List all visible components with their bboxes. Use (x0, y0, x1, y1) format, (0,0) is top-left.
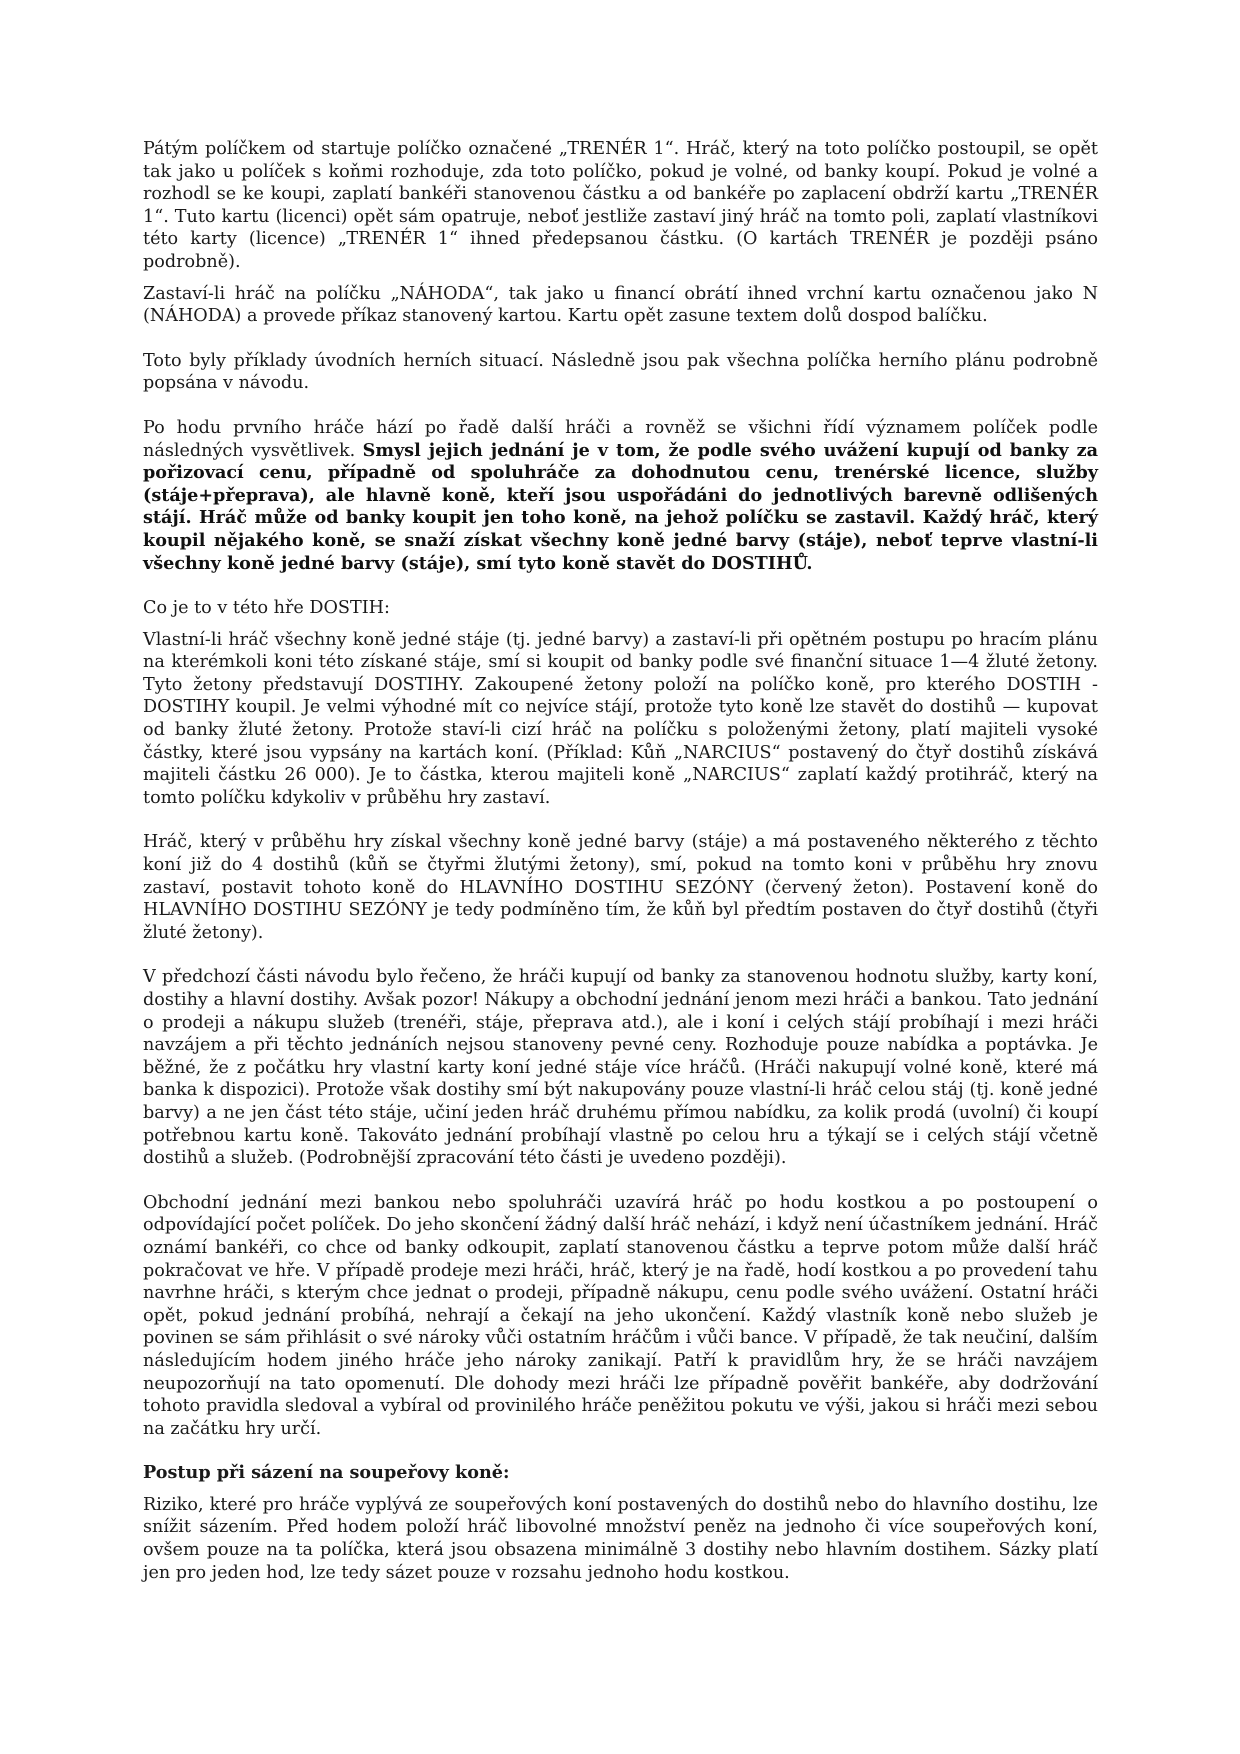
paragraph-trener: Pátým políčkem od startuje políčko označené „TRENÉR 1“. Hráč, který na toto políčko postoupil, se opět tak jako u políček s koňmi rozhoduje, zda toto políčko, pokud je volné, od banky koupí. Pokud je volné a rozhodl se ke koupi, zaplatí bankéři stanovenou částku a od bankéře po zaplacení obdrží kartu „TRENÉR 1“. Tuto kartu (licenci) opět sám opatruje, neboť jestliže zastaví jiný hráč na tomto poli, zaplatí vlastníkovi této karty (licence) „TRENÉR 1“ ihned předepsanou částku. (O kartách TRENÉR je později psáno podrobně). (143, 139, 1098, 272)
paragraph-game-purpose-bold: Smysl jejich jednání je v tom, že podle svého uvážení kupují od banky za pořizovací cenu, případně od spoluhráče za dohodnutou cenu, trenérské licence, služby (stáje+přeprava), ale hlavně koně, kteří jsou uspořádáni do jednotlivých barevně odlišených stájí. Hráč může od banky koupit jen toho koně, na jehož políčku se zastavil. Každý hráč, který koupil nějakého koně, se snaží získat všechny koně jedné barvy (stáje), neboť teprve vlastní-li všechny koně jedné barvy (stáje), smí tyto koně stavět do DOSTIHŮ. (143, 439, 1098, 574)
paragraph-game-purpose-intro: Po hodu prvního hráče hází po řadě další hráči a rovněž se všichni řídí významem políček podle následných vysvětlivek. (143, 417, 1098, 461)
paragraph-nahoda: Zastaví-li hráč na políčku „NÁHODA“, tak jako u financí obrátí ihned vrchní kartu označenou jako N (NÁHODA) a provede příkaz stanovený kartou. Kartu opět zasune textem dolů dospod balíčku. (143, 283, 1098, 327)
paragraph-main-race: Hráč, který v průběhu hry získal všechny koně jedné barvy (stáje) a má postaveného některého z těchto koní již do 4 dostihů (kůň se čtyřmi žlutými žetony), smí, pokud na tomto koni v průběhu hry znovu zastaví, postavit tohoto koně do HLAVNÍHO DOSTIHU SEZÓNY (červený žeton). Postavení koně do HLAVNÍHO DOSTIHU SEZÓNY je tedy podmíněno tím, že kůň byl předtím postaven do čtyř dostihů (čtyři žluté žetony). (143, 832, 1098, 943)
section-heading-betting: Postup při sázení na soupeřovy koně: (143, 1462, 510, 1484)
document-page (143, 138, 1098, 1584)
paragraph-examples-summary: Toto byly příklady úvodních herních situací. Následně jsou pak všechna políčka herního plánu podrobně popsána v návodu. (143, 350, 1098, 394)
paragraph-trading: V předchozí části návodu bylo řečeno, že hráči kupují od banky za stanovenou hodnotu služby, karty koní, dostihy a hlavní dostihy. Avšak pozor! Nákupy a obchodní jednání jenom mezi hráči a bankou. Tato jednání o prodeji a nákupu služeb (trenéři, stáje, přeprava atd.), ale i koní i celých stájí probíhají i mezi hráči navzájem a při těchto jednáních nejsou stanoveny pevné ceny. Rozhoduje pouze nabídka a poptávka. Je běžné, že z počátku hry vlastní karty koní jedné stáje více hráčů. (Hráči nakupují volné koně, které má banka k dispozici). Protože však dostihy smí být nakupovány pouze vlastní-li hráč celou stáj (tj. koně jedné barvy) a ne jen část této stáje, učiní jeden hráč druhému přímou nabídku, za kolik prodá (uvolní) či koupí potřebnou kartu koně. Takováto jednání probíhají vlastně po celou hru a týkají se i celých stájí včetně dostihů a služeb. (Podrobnější zpracování této části je uvedeno později). (143, 967, 1098, 1169)
paragraph-game-purpose (143, 417, 1098, 575)
paragraph-dostih-explanation: Vlastní-li hráč všechny koně jedné stáje (tj. jedné barvy) a zastaví-li při opětném postupu po hracím plánu na kterémkoli koni této získané stáje, smí si koupit od banky podle své finanční situace 1—4 žluté žetony. Tyto žetony představují DOSTIHY. Zakoupené žetony položí na políčko koně, pro kterého DOSTIH - DOSTIHY koupil. Je velmi výhodné mít co nejvíce stájí, protože tyto koně lze stavět do dostihů — kupovat od banky žluté žetony. Protože staví-li cizí hráč na políčku s položenými žetony, platí majiteli vysoké částky, které jsou vypsány na kartách koní. (Příklad: Kůň „NARCIUS“ postavený do čtyř dostihů získává majiteli částku 26 000). Je to částka, kterou majiteli koně „NARCIUS“ zaplatí každý protihráč, který na tomto políčku kdykoliv v průběhu hry zastaví. (143, 629, 1098, 808)
paragraph-betting: Riziko, které pro hráče vyplývá ze soupeřových koní postavených do dostihů nebo do hlavního dostihu, lze snížit sázením. Před hodem položí hráč libovolné množství peněz na jednoho či více soupeřových koní, ovšem pouze na ta políčka, která jsou obsazena minimálně 3 dostihy nebo hlavním dostihem. Sázky platí jen pro jeden hod, lze tedy sázet pouze v rozsahu jednoho hodu kostkou. (143, 1494, 1098, 1583)
paragraph-trading-rules: Obchodní jednání mezi bankou nebo spoluhráči uzavírá hráč po hodu kostkou a po postoupení o odpovídající počet políček. Do jeho skončení žádný další hráč nehází, i když není účastníkem jednání. Hráč oznámí bankéři, co chce od banky odkoupit, zaplatí stanovenou částku a teprve potom může další hráč pokračovat ve hře. V případě prodeje mezi hráči, hráč, který je na řadě, hodí kostkou a po provedení tahu navrhne hráči, s kterým chce jednat o prodeji, případně nákupu, cenu podle svého uvážení. Ostatní hráči opět, pokud jednání probíhá, nehrají a čekají na jeho ukončení. Každý vlastník koně nebo služeb je povinen se sám přihlásit o své nároky vůči ostatním hráčům i vůči bance. V případě, že tak neučiní, dalším následujícím hodem jiného hráče jeho nároky zanikají. Patří k pravidlům hry, že se hráči navzájem neupozorňují na tato opomenutí. Dle dohody mezi hráči lze případně pověřit bankéře, aby dodržování tohoto pravidla sledoval a vybíral od provinilého hráče peněžitou pokutu ve výši, jakou si hráči mezi sebou na začátku hry určí. (143, 1192, 1098, 1439)
paragraph-dostih-question: Co je to v této hře DOSTIH: (143, 598, 390, 619)
